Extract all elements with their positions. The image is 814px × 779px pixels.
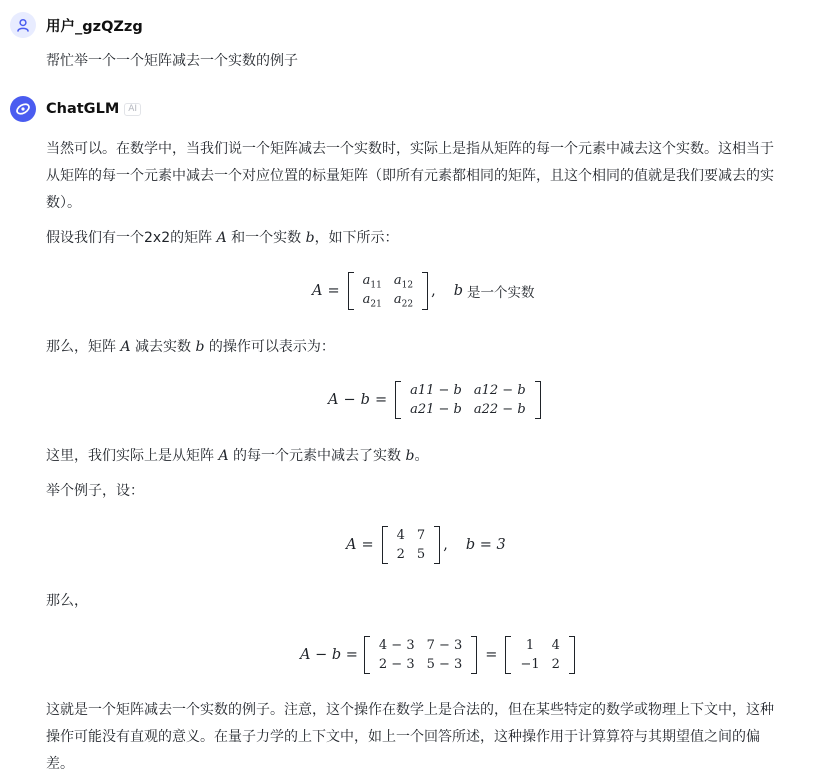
matrix-example: 4 7 2 5 xyxy=(382,526,441,564)
bot-name: ChatGLM xyxy=(46,101,120,117)
user-avatar xyxy=(10,12,36,38)
formula-example-result: A − b = 4 − 3 7 − 3 2 − 3 5 − 3 = 1 4 −1 2 xyxy=(300,636,578,674)
user-icon xyxy=(16,18,30,32)
user-name: 用户_gzQZzg xyxy=(46,18,143,35)
matrix-a: $a_{11}$ $a_{12}$ $a_{21}$ $a_{22}$ xyxy=(348,272,428,310)
answer-paragraph-explanation: 这里，我们实际上是从矩阵 A 的每一个元素中减去了实数 b。 xyxy=(46,448,429,464)
ai-badge: AI xyxy=(124,103,141,116)
chatglm-avatar xyxy=(10,96,36,122)
formula-example-definition: A = 4 7 2 5 , b = 3 xyxy=(346,528,506,562)
matrix-a-minus-b: a11 − b a12 − b a21 − b a22 − b xyxy=(395,381,541,419)
answer-paragraph-then: 那么， xyxy=(46,593,88,609)
formula-matrix-definition: A = $a_{11}$ $a_{12}$ $a_{21}$ $a_{22}$ , b 是一个实数 xyxy=(312,272,535,310)
matrix-example-result: 1 4 −1 2 xyxy=(505,636,574,674)
answer-paragraph-intro: 当然可以。在数学中，当我们说一个矩阵减去一个实数时，实际上是指从矩阵的每一个元素中减去这个实数。这相当于从矩阵的每一个元素中减去一个对应位置的标量矩阵（即所有元素都相同的矩阵，且这个相同的值就是我们要减去的实数）。 xyxy=(46,141,774,211)
chatglm-logo-icon xyxy=(14,100,32,118)
user-message-text: 帮忙举一个一个矩阵减去一个实数的例子 xyxy=(46,53,298,69)
answer-paragraph-setup: 假设我们有一个2x2的矩阵 A 和一个实数 b，如下所示： xyxy=(46,230,399,246)
answer-paragraph-operation: 那么，矩阵 A 减去实数 b 的操作可以表示为： xyxy=(46,339,335,355)
answer-paragraph-conclusion: 这就是一个矩阵减去一个实数的例子。注意，这个操作在数学上是合法的，但在某些特定的数学或物理上下文中，这种操作可能没有直观的意义。在量子力学的上下文中，如上一个回答所述，这种操作用于计算算符与其期望值之间的偏差。 xyxy=(46,702,774,772)
user-message-header xyxy=(10,12,143,38)
matrix-example-subtraction: 4 − 3 7 − 3 2 − 3 5 − 3 xyxy=(364,636,477,674)
answer-paragraph-example: 举个例子，设： xyxy=(46,483,144,499)
formula-general-subtraction: A − b = a11 − b a12 − b a21 − b a22 − b xyxy=(328,381,544,419)
bot-message-header xyxy=(10,96,141,122)
